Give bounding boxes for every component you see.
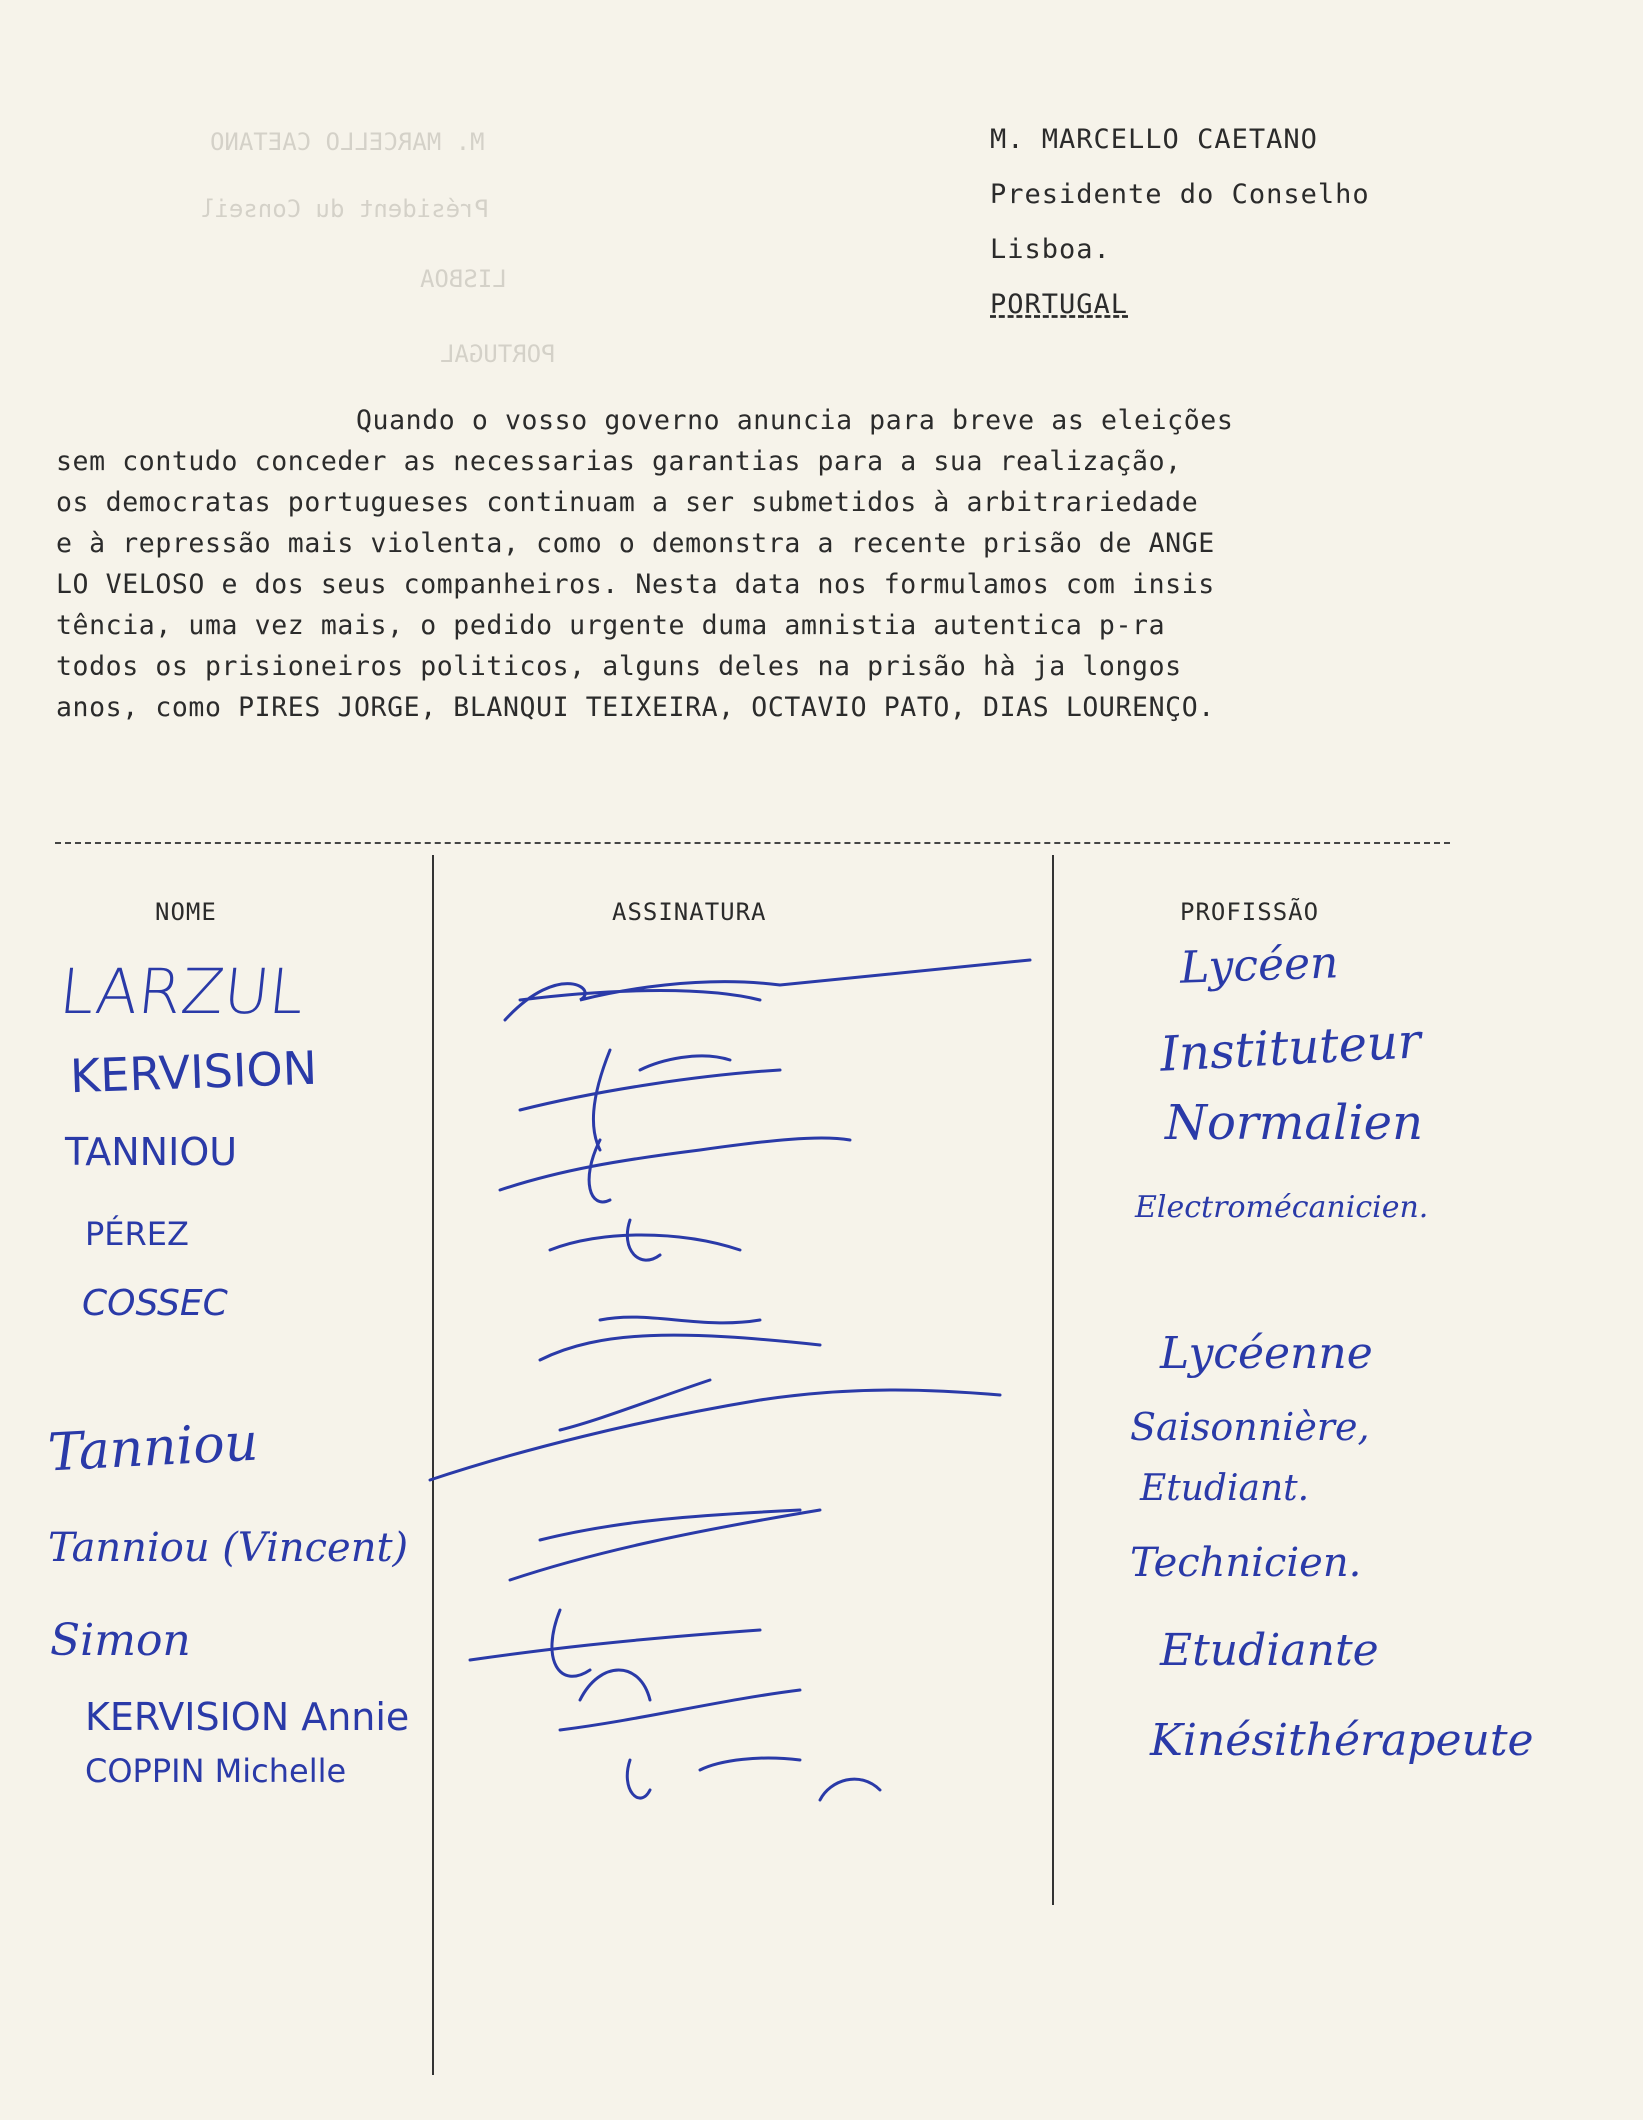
signature-scribble [430,1380,1000,1480]
signature-scribble [550,1220,740,1260]
bleed-through-text: LISBOA [420,265,507,293]
signature-scribble [500,1138,850,1202]
signature-scribble [510,1510,820,1580]
letter-line: todos os prisioneiros politicos, alguns deles na prisão hà ja longos [56,651,1182,682]
name-entry: TANNIOU [65,1130,238,1174]
letter-line: tência, uma vez mais, o pedido urgente duma amnistia autentica p-ra [56,610,1166,641]
name-entry: KERVISION Annie [85,1695,410,1739]
profession-entry: Lycéen [1179,937,1340,994]
profession-entry: Kinésithérapeute [1150,1715,1534,1766]
signature-scribble [470,1610,760,1676]
name-entry: LARZUL [56,955,308,1028]
profession-entry: Etudiante [1160,1625,1379,1676]
name-entry: KERVISION [69,1040,318,1104]
letter-line: anos, como PIRES JORGE, BLANQUI TEIXEIRA, OCTAVIO PATO, DIAS LOURENÇO. [56,692,1215,723]
profession-entry: Normalien [1165,1095,1423,1151]
name-entry: Tanniou [46,1412,260,1484]
signature-scribble [627,1758,880,1800]
header-assinatura: ASSINATURA [612,898,767,926]
letter-line: Quando o vosso governo anuncia para breve as eleições [356,405,1234,436]
header-nome: NOME [155,898,217,926]
profession-entry: Electromécanicien. [1135,1190,1429,1225]
profession-entry: Instituteur [1158,1013,1423,1083]
recipient-title: Presidente do Conselho [990,179,1370,210]
name-entry: PÉREZ [85,1215,189,1253]
bleed-through-text: Président du Conseil [200,195,489,223]
profession-entry: Etudiant. [1140,1468,1310,1509]
letter-line: os democratas portugueses continuam a ser submetidos à arbitrariedade [56,487,1199,518]
profession-entry: Lycéenne [1160,1328,1373,1379]
signature-scribble [560,1670,800,1730]
recipient-city: Lisboa. [990,234,1111,265]
recipient-country: PORTUGAL [990,289,1129,320]
header-profissao: PROFISSÃO [1180,898,1320,926]
name-entry: Tanniou (Vincent) [48,1525,409,1571]
profession-entry: Saisonnière, [1130,1405,1370,1449]
name-entry: COPPIN Michelle [85,1752,347,1790]
name-entry: COSSEC [82,1283,228,1324]
profession-entry: Technicien. [1130,1540,1362,1586]
bleed-through-text: PORTUGAL [440,340,556,368]
letter-line: e à repressão mais violenta, como o demonstra a recente prisão de ANGE [56,528,1215,559]
bleed-through-text: M. MARCELLO CAETANO [210,128,485,156]
signature-scribble [540,1317,820,1360]
letter-line: sem contudo conceder as necessarias garantias para a sua realização, [56,446,1182,477]
signature-scribble [505,960,1030,1020]
signature-scribble [520,1050,780,1150]
letter-line: LO VELOSO e dos seus companheiros. Nesta data nos formulamos com insis [56,569,1215,600]
recipient-name: M. MARCELLO CAETANO [990,124,1318,155]
name-entry: Simon [50,1615,191,1666]
